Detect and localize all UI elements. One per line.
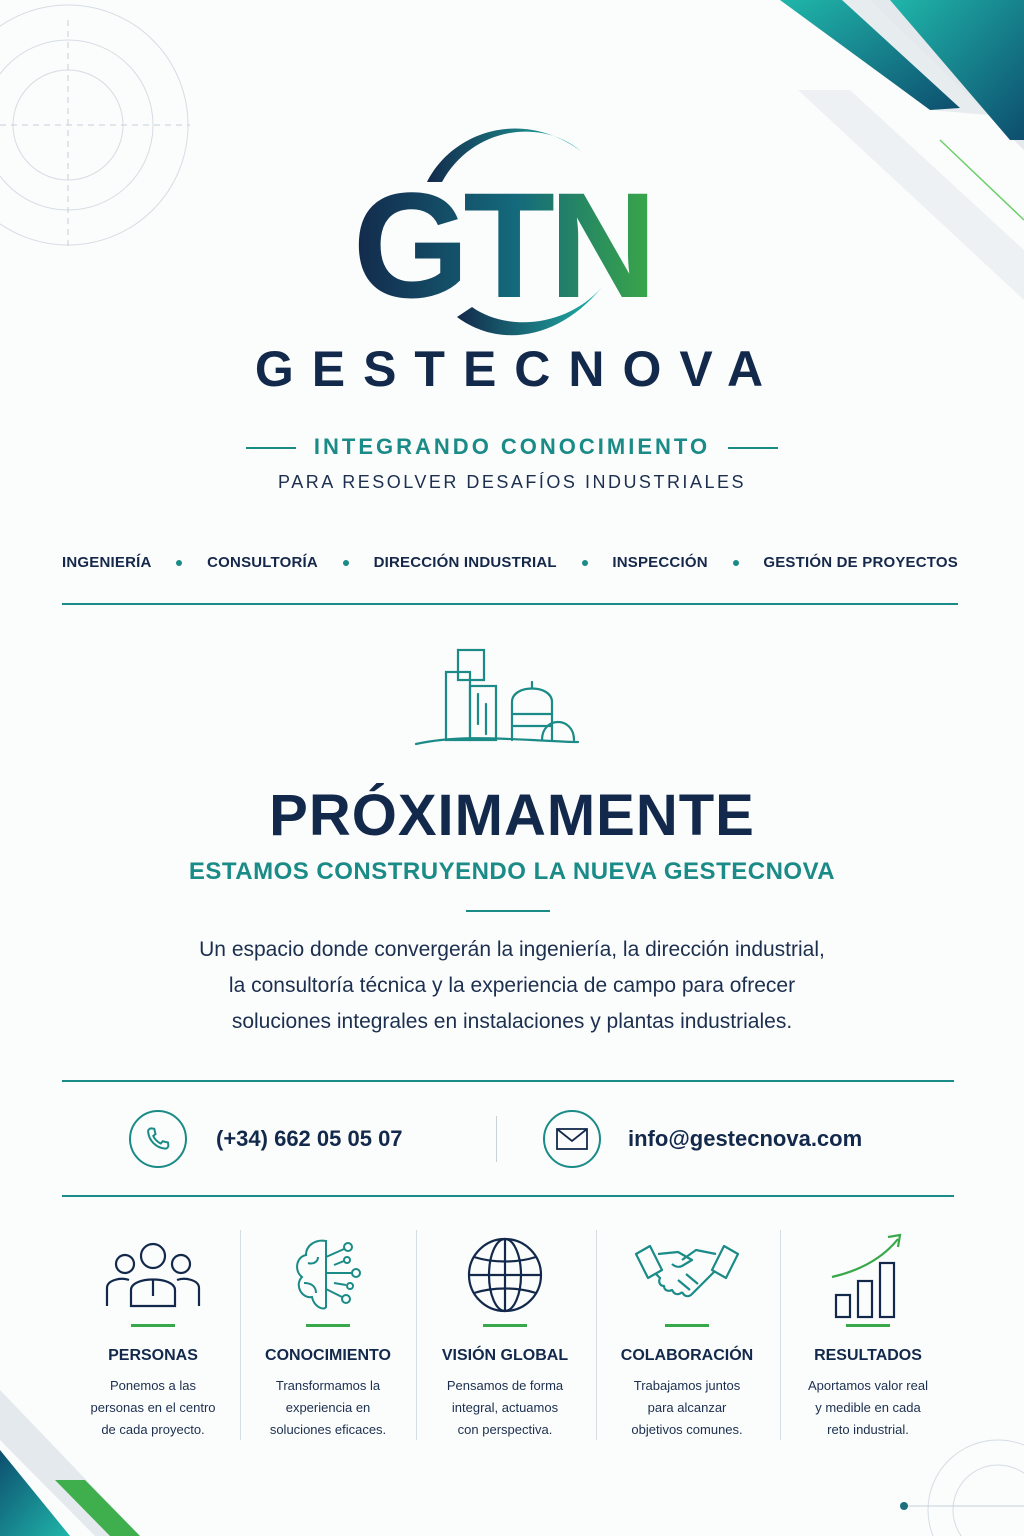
value-text-line: Trabajamos juntos [633,1378,741,1393]
bullet-dot [343,560,349,566]
tagline-primary-text: INTEGRANDO CONOCIMIENTO [313,434,711,459]
tagline-primary [0,434,1024,460]
divider [62,1195,954,1197]
handshake-icon [634,1240,740,1310]
value-personas [68,1230,238,1441]
value-text-line: reto industrial. [827,1422,909,1437]
coming-soon-title: PRÓXIMAMENTE [269,783,755,848]
bullet-dot [733,560,739,566]
brand-name: GESTECNOVA [254,341,782,397]
value-text-line: Ponemos a las [110,1378,196,1393]
column-separator [780,1230,781,1440]
column-separator [240,1230,241,1440]
service-item: DIRECCIÓN INDUSTRIAL [373,554,557,571]
value-resultados [783,1230,953,1441]
service-item: INSPECCIÓN [612,554,708,571]
column-separator [416,1230,417,1440]
value-text-line: soluciones eficaces. [269,1422,387,1437]
globe-icon [465,1235,545,1315]
value-text-line: objetivos comunes. [631,1422,743,1437]
services-list [62,554,958,571]
value-title: COLABORACIÓN [620,1347,754,1364]
value-text-line: y medible en cada [815,1400,921,1415]
value-text-line: con perspectiva. [457,1422,553,1437]
value-text-line: personas en el centro [90,1400,216,1415]
accent-underline [131,1324,175,1327]
value-title: PERSONAS [108,1347,198,1364]
value-text-line: para alcanzar [647,1400,727,1415]
value-title: CONOCIMIENTO [265,1347,391,1364]
divider [62,1080,954,1082]
description [112,932,912,1040]
value-text [243,1375,413,1441]
tagline-rule-right [728,447,778,449]
value-text-line: Pensamos de forma [446,1378,564,1393]
column-separator [596,1230,597,1440]
value-text [68,1375,238,1441]
value-text [783,1375,953,1441]
description-line: la consultoría técnica y la experiencia de campo para ofrecer [228,974,796,997]
bullet-dot [176,560,182,566]
divider [62,603,958,605]
value-text-line: experiencia en [285,1400,371,1415]
value-text-line: de cada proyecto. [101,1422,205,1437]
accent-underline [483,1324,527,1327]
value-text [602,1375,772,1441]
gtn-logo-mark [282,112,722,342]
value-title: RESULTADOS [814,1347,922,1364]
contact-separator [496,1116,497,1162]
value-title: VISIÓN GLOBAL [441,1347,569,1364]
value-text-line: Aportamos valor real [808,1378,928,1393]
accent-underline [846,1324,890,1327]
phone-number[interactable]: (+34) 662 05 05 07 [216,1126,403,1151]
phone-icon [143,1124,173,1154]
bullet-dot [582,560,588,566]
brain-circuit-icon [288,1237,368,1313]
description-line: soluciones integrales en instalaciones y plantas industriales. [231,1010,793,1033]
decorative-target-circles [0,0,200,260]
coming-soon-subtitle: ESTAMOS CONSTRUYENDO LA NUEVA GESTECNOVA [188,858,836,885]
logo-letters: GTN [352,161,652,329]
email-address[interactable]: info@gestecnova.com [628,1126,863,1151]
industrial-plant-icon [412,644,582,750]
envelope-icon [555,1126,589,1152]
decorative-corner-stripes-top [780,0,1024,330]
service-item: INGENIERÍA [62,554,152,571]
people-icon [103,1240,203,1310]
tagline-rule-left [246,447,296,449]
accent-underline [306,1324,350,1327]
service-item: GESTIÓN DE PROYECTOS [763,554,958,571]
value-text-line: integral, actuamos [451,1400,559,1415]
value-vision-global [420,1230,590,1441]
value-text-line: Transformamos la [275,1378,381,1393]
phone-icon-circle[interactable] [129,1110,187,1168]
description-line: Un espacio donde convergerán la ingeniería, la dirección industrial, [199,938,825,961]
tagline-secondary: PARA RESOLVER DESAFÍOS INDUSTRIALES [278,472,746,492]
value-colaboracion [602,1230,772,1441]
value-text [420,1375,590,1441]
short-divider [466,910,550,912]
service-item: CONSULTORÍA [207,554,318,571]
value-conocimiento [243,1230,413,1441]
email-icon-circle[interactable] [543,1110,601,1168]
growth-chart-icon [828,1229,908,1321]
accent-underline [665,1324,709,1327]
